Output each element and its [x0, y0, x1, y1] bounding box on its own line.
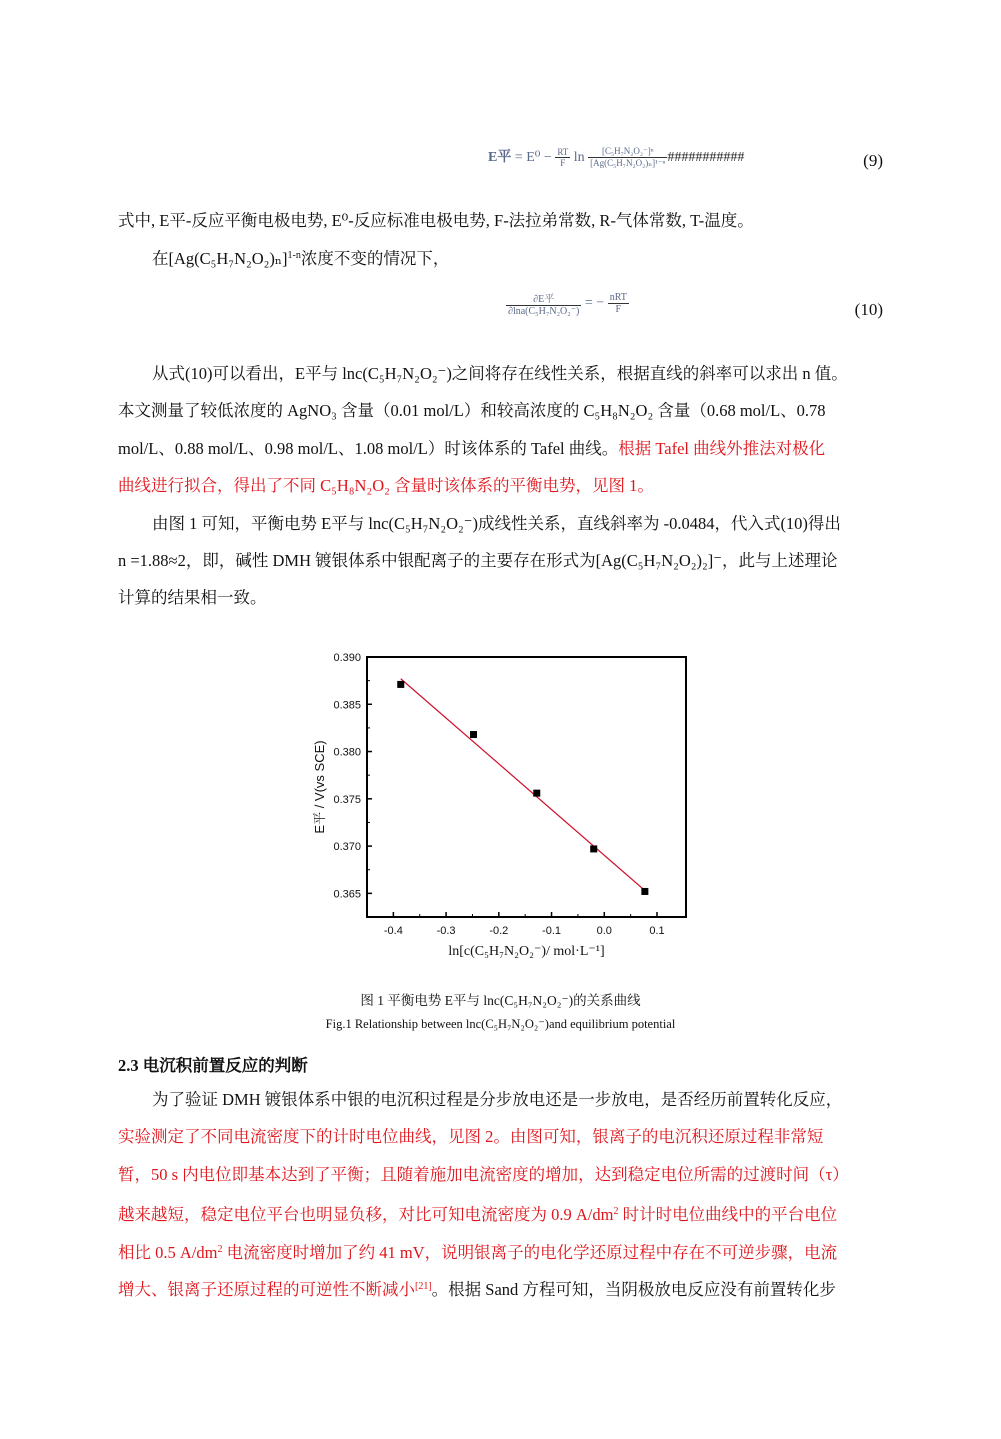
data-point	[397, 681, 404, 688]
paragraph-linear-l2: 本文测量了较低浓度的 AgNO₃ 含量（0.01 mol/L）和较高浓度的 C₅H₈N₂O₂ 含量（0.68 mol/L、0.78	[118, 401, 826, 420]
eq9-lhs: E平	[488, 150, 512, 165]
y-tick-label: 0.370	[333, 841, 361, 854]
plot-frame	[367, 657, 686, 917]
citation-21: [21]	[415, 1281, 432, 1292]
y-axis-label: E平 / V(vs SCE)	[312, 740, 327, 834]
eq9-rhs-prefix: = E⁰ −	[514, 150, 556, 165]
fit-line	[401, 679, 645, 891]
section-line-2: 实验测定了不同电流密度下的计时电位曲线，见图 2。由图可知，银离子的电沉积还原过程非常短	[118, 1127, 824, 1146]
x-tick-label: -0.2	[489, 925, 509, 937]
equation-10-number: (10)	[854, 300, 883, 319]
section-line-3: 暂，50 s 内电位即基本达到了平衡；且随着施加电流密度的增加，达到稳定电位所需的过渡时间（τ）	[118, 1165, 849, 1184]
eq9-hashes: ###########	[667, 150, 745, 165]
paragraph-linear-l1: 从式(10)可以看出，E平与 lnc(C₅H₇N₂O₂⁻)之间将存在线性关系，根据直线的斜率可以求出 n 值。	[152, 364, 848, 383]
figure-1-chart	[300, 640, 700, 970]
section-line-6: 增大、银离子还原过程的可逆性不断减小[21]。根据 Sand 方程可知，当阴极放电反应没有前置转化步	[118, 1280, 836, 1299]
x-tick-label: -0.3	[436, 925, 456, 937]
y-tick-label: 0.380	[333, 746, 361, 759]
paragraph-result-l2: n =1.88≈2，即，碱性 DMH 镀银体系中银配离子的主要存在形式为[Ag(C₅H₇N₂O₂)₂]⁻，此与上述理论	[118, 551, 838, 570]
y-tick-label: 0.375	[333, 793, 361, 806]
paragraph-result-l3: 计算的结果相一致。	[118, 588, 267, 607]
y-tick-label: 0.390	[333, 652, 361, 664]
section-line-4: 越来越短，稳定电位平台也明显负移，对比可知电流密度为 0.9 $A/dm^2$ 时计时电位曲线中的平台电位	[118, 1205, 838, 1224]
paragraph-linear-l4: 曲线进行拟合，得出了不同 C₅H₈N₂O₂ 含量时该体系的平衡电势，见图 1。	[118, 476, 654, 495]
x-axis-label: ln[c(C₅H₇N₂O₂⁻)/ mol·L⁻¹]	[448, 944, 605, 959]
data-point	[641, 888, 648, 895]
y-tick-label: 0.385	[333, 699, 361, 712]
eq9-factor: $\frac{RT}{F}$	[557, 147, 569, 169]
figure-caption-en: Fig.1 Relationship between lnc(C₅H₇N₂O₂⁻)and equilibrium potential	[325, 1017, 676, 1031]
section-line-1: 为了验证 DMH 镀银体系中银的电沉积过程是分步放电还是一步放电，是否经历前置转化反应，	[152, 1090, 843, 1109]
x-tick-label: 0.0	[596, 925, 612, 937]
paragraph-result-l1: 由图 1 可知，平衡电势 E平与 lnc(C₅H₇N₂O₂⁻)成线性关系，直线斜率为 -0.0484，代入式(10)得出	[152, 514, 841, 533]
x-tick-label: -0.4	[383, 925, 403, 937]
equation-10	[506, 290, 629, 317]
x-tick-label: 0.1	[649, 925, 665, 937]
data-point	[533, 790, 540, 797]
y-tick-label: 0.365	[333, 888, 361, 901]
section-heading: 2.3 电沉积前置反应的判断	[118, 1056, 308, 1075]
section-line-5: 相比 0.5 $A/dm^2$ 电流密度时增加了约 41 mV，说明银离子的电化学还原过程中存在不可逆步骤，电流	[118, 1243, 838, 1262]
paragraph-definitions: 式中, E平-反应平衡电极电势, E⁰-反应标准电极电势, F-法拉弟常数, R-气体常数, T-温度。	[118, 211, 754, 230]
equation-9-number: (9)	[863, 151, 883, 170]
paragraph-condition: 在$[Ag(C_5H_7N_2O_2)_n]^{1-n}$浓度不变的情况下，	[152, 249, 450, 268]
eq10-rhs: = −	[584, 295, 605, 311]
eq10-lhs-fraction: $\frac{\text{∂E平}}{\text{∂lna(C₅H₇N₂O₂⁻)}}$	[506, 290, 581, 317]
figure-caption-cn: 图 1 平衡电势 E平与 lnc(C₅H₇N₂O₂⁻)的关系曲线	[360, 993, 641, 1008]
data-point	[590, 845, 597, 852]
paragraph-linear-l3: mol/L、0.88 mol/L、0.98 mol/L、1.08 mol/L）时该体系的 Tafel 曲线。根据 Tafel 曲线外推法对极化	[118, 439, 826, 458]
data-point	[470, 731, 477, 738]
x-tick-label: -0.1	[542, 925, 562, 937]
eq9-ln: ln	[573, 150, 585, 165]
equation-9	[488, 146, 744, 169]
eq9-fraction: $\frac{\text{[C₅H₇N₂O₂⁻]ⁿ}}{\text{[Ag(C₅H₇N₂O₂)ₙ]¹⁻ⁿ}}$	[590, 146, 666, 169]
eq10-rhs-fraction: $\frac{\text{nRT}}{F}$	[609, 292, 627, 315]
